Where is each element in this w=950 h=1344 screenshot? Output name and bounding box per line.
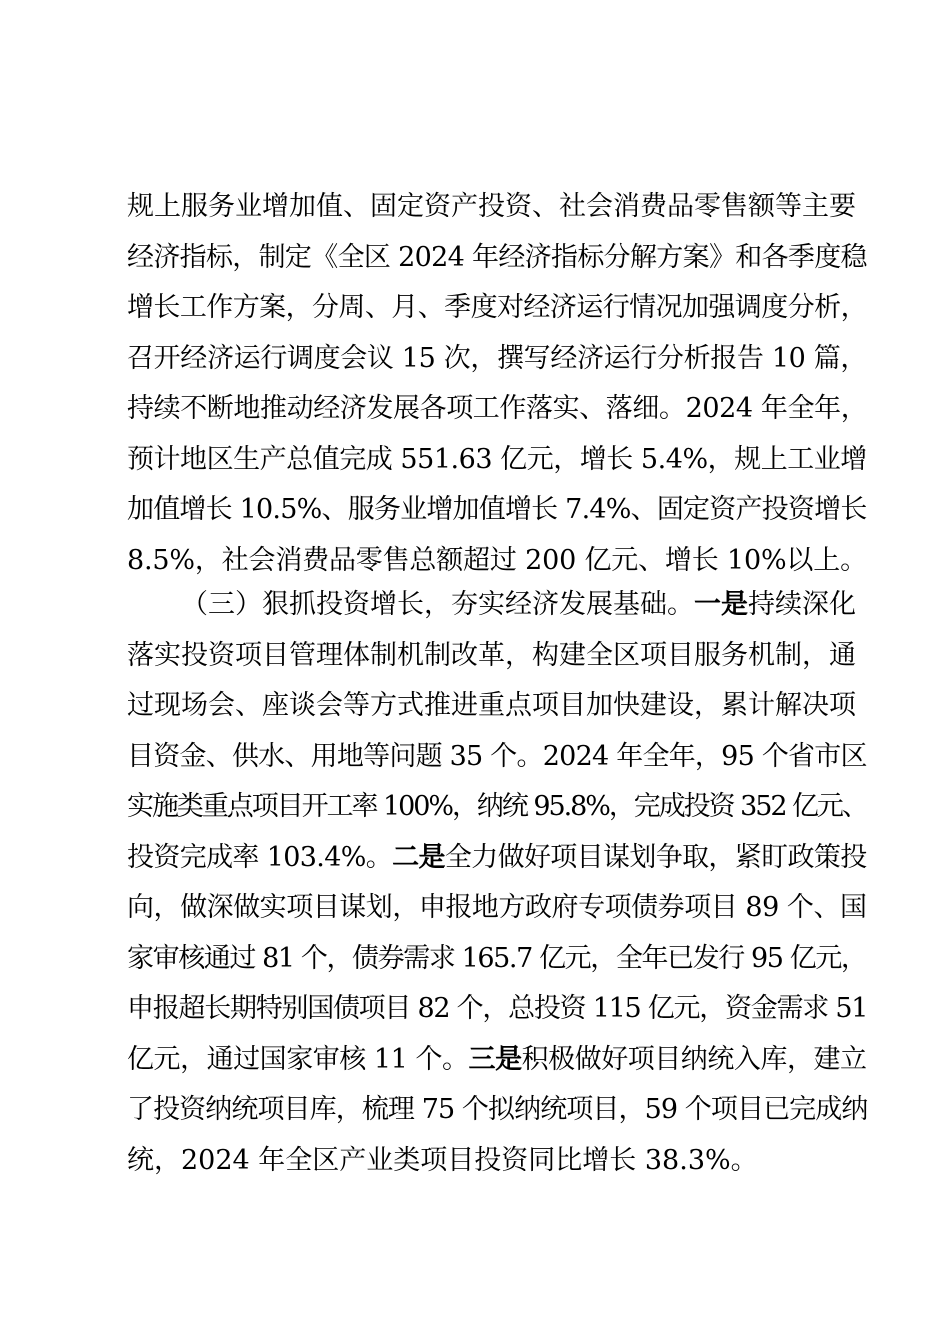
text-line: 家审核通过 81 个，债券需求 165.7 亿元，全年已发行 95 亿元， (127, 942, 867, 974)
point-marker-one: 一是 (694, 589, 748, 620)
text-line: 实施类重点项目开工率 100%，纳统 95.8%，完成投资 352 亿元、 (127, 791, 867, 822)
text-run: 全力做好项目谋划争取，紧盯政策投 (444, 841, 867, 873)
text-line: 8.5%，社会消费品零售总额超过 200 亿元、增长 10%以上。 (127, 544, 867, 576)
text-line: 落实投资项目管理体制机制改革，构建全区项目服务机制，通 (127, 639, 856, 671)
text-line: 规上服务业增加值、固定资产投资、社会消费品零售额等主要 (127, 191, 856, 222)
text-line: 向，做深做实项目谋划，申报地方政府专项债券项目 89 个、国 (127, 892, 867, 923)
text-line: 目资金、供水、用地等问题 35 个。2024 年全年，95 个省市区 (127, 740, 867, 772)
section-heading: （三）狠抓投资增长，夯实经济发展基础。 (181, 589, 694, 620)
paragraph-investment-growth (127, 580, 867, 1186)
text-line: 过现场会、座谈会等方式推进重点项目加快建设，累计解决项 (127, 690, 856, 721)
text-line: 加值增长 10.5%、服务业增加值增长 7.4%、固定资产投资增长 (127, 494, 867, 525)
text-line (127, 833, 867, 884)
text-line: 申报超长期特别国债项目 82 个，总投资 115 亿元，资金需求 51 (127, 993, 868, 1024)
text-line: 了投资纳统项目库，梳理 75 个拟纳统项目，59 个项目已完成纳 (127, 1094, 868, 1125)
text-line: 增长工作方案，分周、月、季度对经济运行情况加强调度分析， (127, 292, 867, 323)
text-line: 预计地区生产总值完成 551.63 亿元，增长 5.4%，规上工业增 (127, 443, 867, 475)
text-line: 统，2024 年全区产业类项目投资同比增长 38.3%。 (127, 1144, 758, 1176)
text-line: 持续不断地推动经济发展各项工作落实、落细。2024 年全年， (127, 393, 868, 424)
text-line (127, 580, 867, 631)
point-marker-three: 三是 (468, 1043, 522, 1075)
text-line: 召开经济运行调度会议 15 次，撰写经济运行分析报告 10 篇， (127, 342, 868, 374)
text-run: 持续深化 (748, 589, 856, 620)
text-run: 投资完成率 103.4%。 (127, 841, 393, 873)
text-run: 亿元，通过国家审核 11 个。 (127, 1043, 469, 1075)
text-run: 积极做好项目纳统入库，建立 (521, 1043, 867, 1075)
paragraph-economic-indicators (127, 182, 867, 586)
point-marker-two: 二是 (392, 841, 445, 873)
text-line: 经济指标，制定《全区 2024 年经济指标分解方案》和各季度稳 (127, 241, 867, 273)
text-line (127, 1035, 867, 1086)
